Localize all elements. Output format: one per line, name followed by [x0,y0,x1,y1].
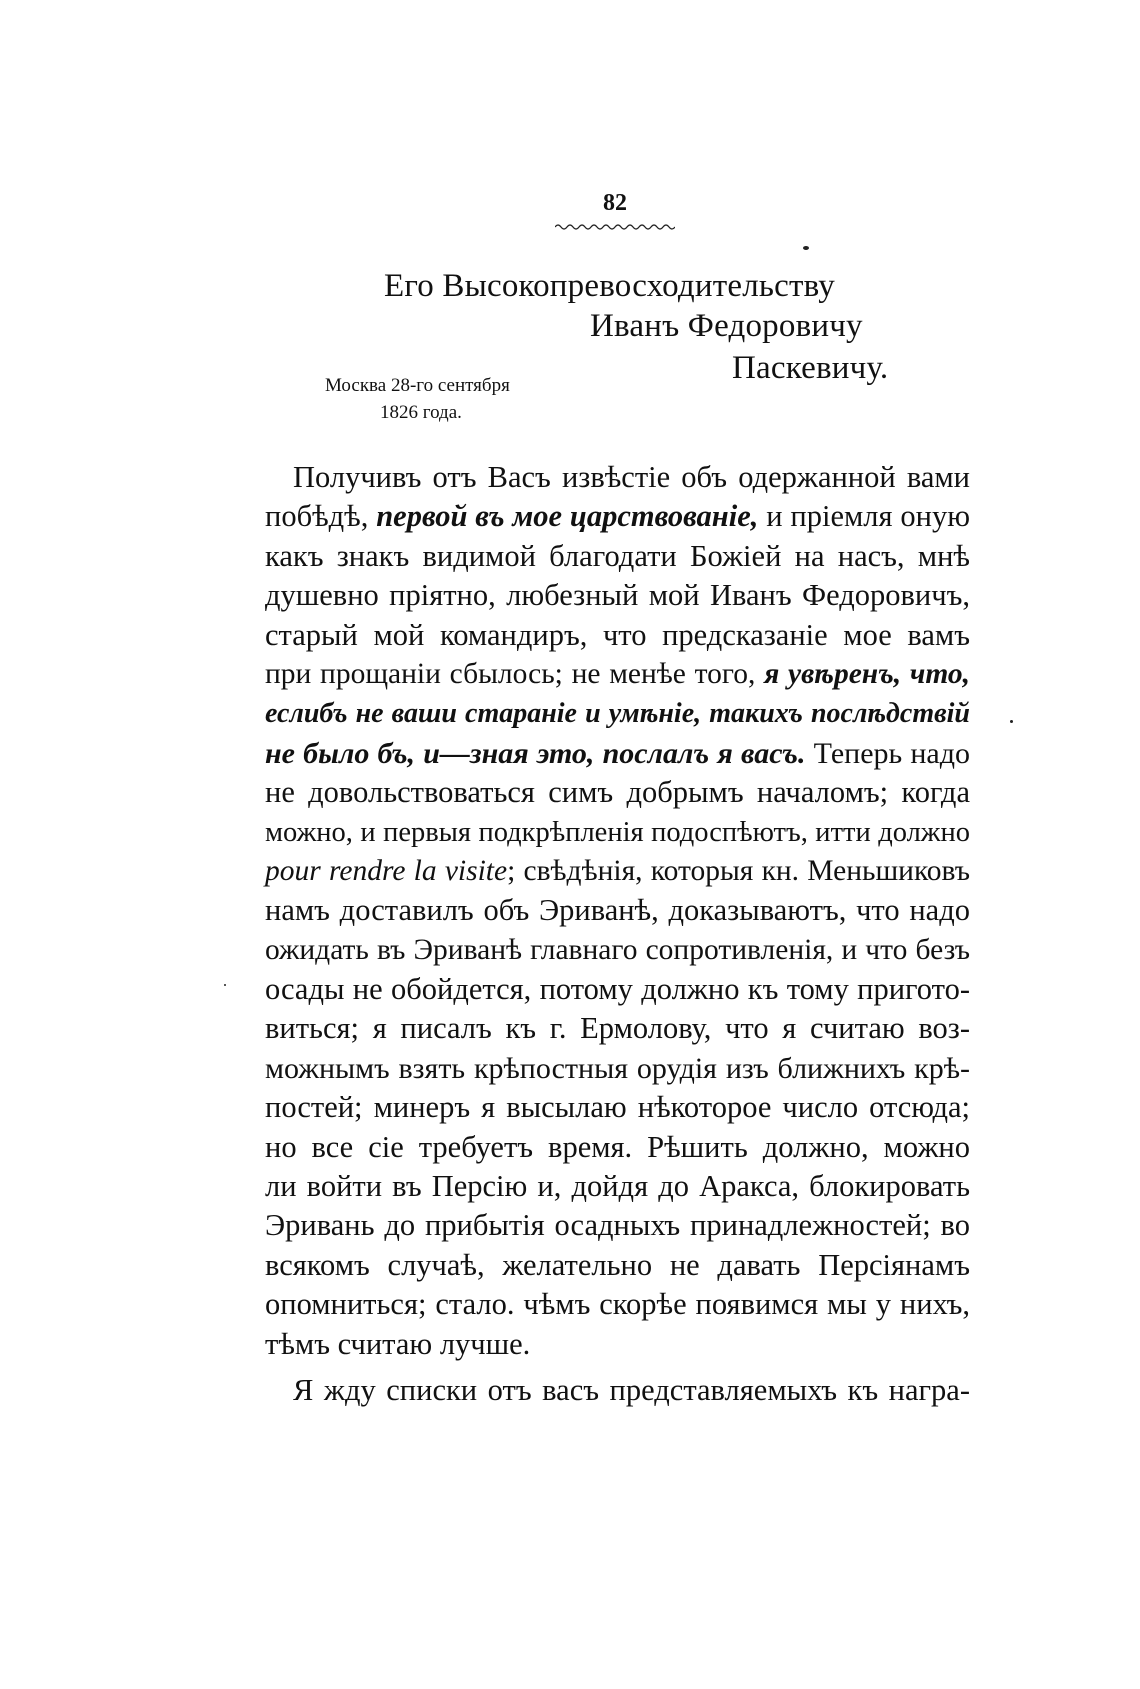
body-line [265,497,970,536]
letter-body [265,458,970,1364]
body-line: тѣмъ считаю лучше. [265,1326,531,1361]
body-line: еслибъ не ваши стараніе и умѣніе, такихъ послѣдствій [265,698,970,730]
body-line [265,655,970,694]
body-line: постей; минеръ я высылаю нѣкоторое число отсюда; [265,1090,970,1125]
addressee-name: Иванъ Федоровичу [590,308,863,344]
body-line [265,734,970,773]
body-text: Теперь надо [813,736,971,770]
body-line: ожидать въ Эриванѣ главнаго сопротивленія, и что безъ [265,933,970,966]
addressee-title: Его Высокопревосходительству [384,268,835,304]
body-line [265,852,970,891]
body-text: и пріемля оную [766,499,970,534]
body-line: старый мой командиръ, что предсказаніе мое вамъ [265,617,970,652]
body-line: ли войти въ Персію и, дойдя до Аракса, блокировать [265,1169,970,1204]
body-line: намъ доставилъ объ Эриванѣ, доказываютъ, что надо [265,893,970,928]
addressee-surname: Паскевичу. [732,350,889,386]
page-number: 82 [603,190,627,216]
body-line: душевно пріятно, любезный мой Иванъ Федоровичъ, [265,578,970,613]
body-line: какъ знакъ видимой благодати Божіей на насъ, мнѣ [265,538,970,573]
emphasized-text: не было бъ, и—зная это, послалъ я васъ. [265,736,806,770]
body-line: Эривань до прибытія осадныхъ принадлежностей; во [265,1208,970,1243]
place-date-line-1: Москва 28-го сентября [325,375,510,396]
body-text: ; свѣдѣнія, которыя кн. Меньшиковъ [507,854,971,887]
body-line: Получивъ отъ Васъ извѣстіе объ одержанной вами [293,460,970,494]
body-line: но все сіе требуетъ время. Рѣшить должно, можно [265,1129,970,1164]
body-line: можнымъ взять крѣпостныя орудія изъ ближнихъ крѣ- [265,1051,970,1085]
body-line: Я жду списки отъ васъ представляемыхъ къ награ- [293,1373,970,1407]
ink-speck [1010,720,1013,723]
french-phrase: pour rendre la visite [265,854,508,887]
page-number-ornament [555,222,675,232]
body-line: осады не обойдется, потому должно къ тому пригото- [265,972,970,1007]
body-line: можно, и первыя подкрѣпленія подоспѣютъ, итти должно [265,816,970,848]
body-line: не довольствоваться симъ добрымъ началомъ; когда [265,775,970,810]
emphasized-text: я увѣренъ, что, [764,657,971,690]
body-line: опомниться; стало. чѣмъ скорѣе появимся мы у нихъ, [265,1287,970,1322]
emphasized-text: первой въ мое царствованіе, [376,499,759,534]
ink-speck [803,246,809,250]
body-line: всякомъ случаѣ, желательно не давать Персіянамъ [265,1247,970,1282]
ink-speck [224,984,226,986]
body-text: при прощаніи сбылось; не менѣе того, [265,657,756,690]
body-text: побѣдѣ, [265,499,369,534]
body-line: виться; я писалъ къ г. Ермолову, что я считаю воз- [265,1011,970,1046]
place-date-line-2: 1826 года. [380,402,462,423]
second-paragraph [265,1371,970,1410]
